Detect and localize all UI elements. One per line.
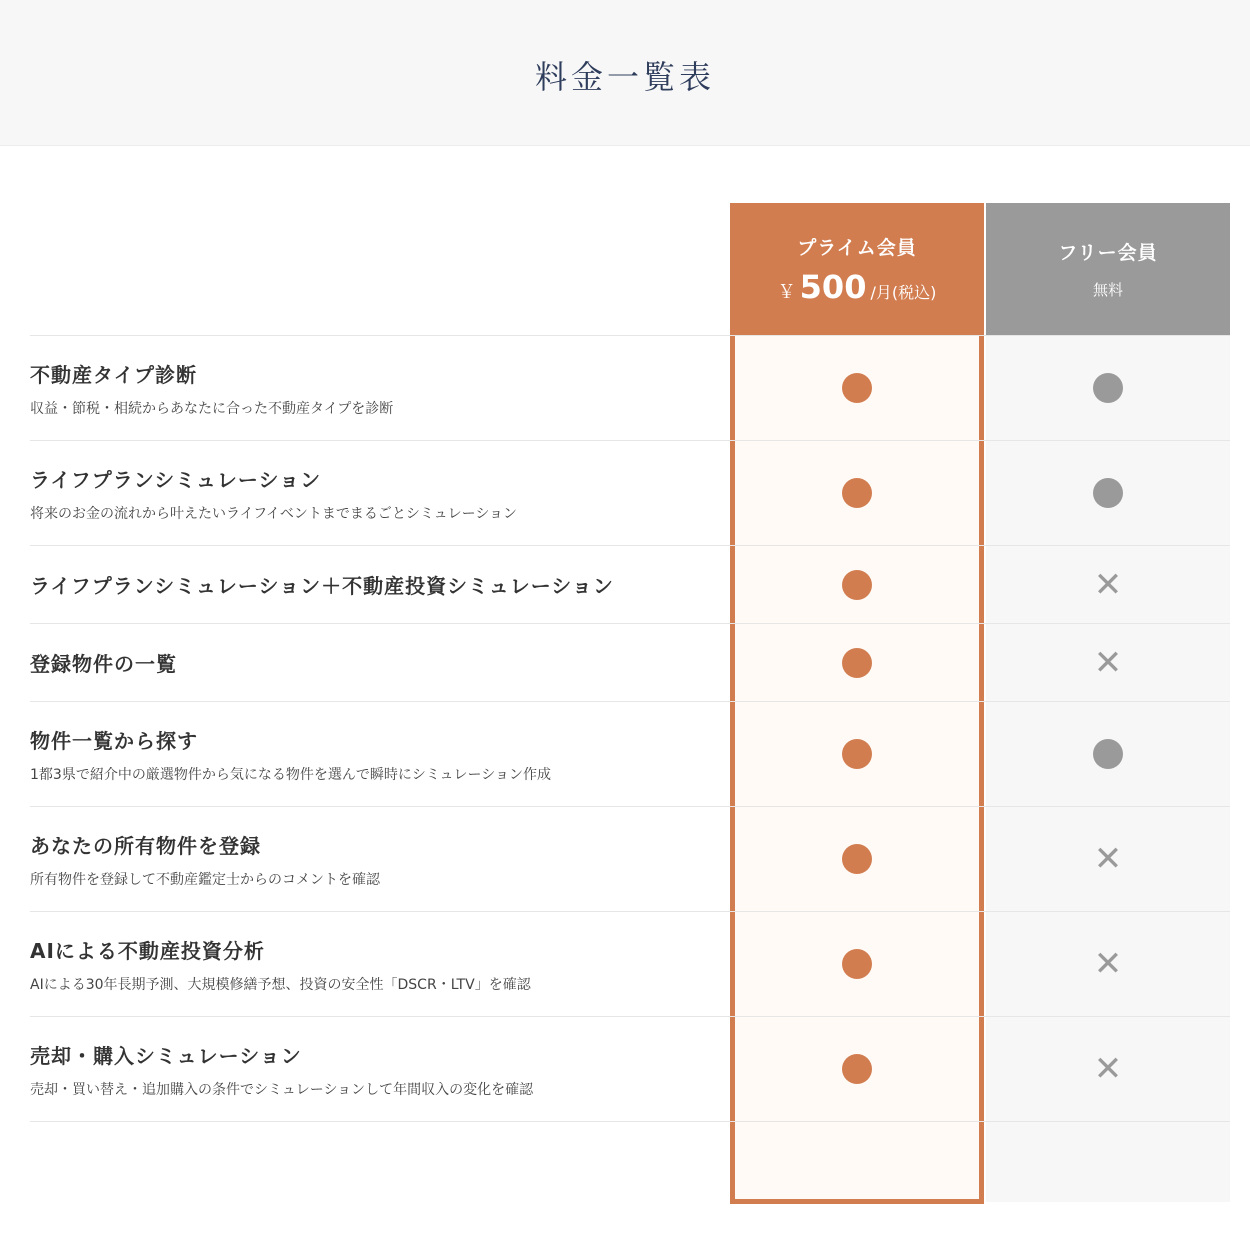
feature-info [30, 830, 730, 889]
page-header [0, 0, 1250, 146]
feature-title: ライフプランシミュレーション [30, 467, 322, 492]
feature-title: 売却・購入シミュレーション [30, 1043, 302, 1068]
feature-row [30, 1017, 1230, 1122]
feature-row [30, 441, 1230, 546]
free-plan-cell [986, 807, 1230, 911]
available-circle-icon [842, 648, 872, 678]
available-circle-icon [842, 844, 872, 874]
prime-plan-cell [730, 441, 984, 545]
available-circle-icon [1093, 373, 1123, 403]
feature-title: あなたの所有物件を登録 [30, 833, 261, 858]
feature-description: AIによる30年長期予測、大規模修繕予想、投資の安全性「DSCR・LTV」を確認 [30, 976, 531, 993]
unavailable-cross-icon: ✕ [1093, 839, 1123, 879]
unavailable-cross-icon: ✕ [1093, 564, 1123, 605]
prime-plan-cell [730, 1017, 984, 1121]
available-circle-icon [842, 570, 872, 600]
feature-row [30, 702, 1230, 807]
prime-plan-header [730, 203, 984, 335]
feature-info [30, 570, 730, 599]
free-plan-price-note: 無料 [1092, 281, 1123, 299]
prime-plan-cell [730, 624, 984, 701]
feature-info [30, 725, 730, 784]
available-circle-icon [842, 739, 872, 769]
feature-info [30, 359, 730, 418]
feature-row [30, 546, 1230, 624]
available-circle-icon [842, 1054, 872, 1084]
feature-title: 物件一覧から探す [30, 728, 198, 753]
feature-info [30, 648, 730, 677]
feature-comparison-table [30, 335, 1230, 1122]
page-title: 料金一覧表 [534, 57, 715, 96]
price-unit: /月(税込) [870, 282, 937, 302]
prime-plan-cell [730, 546, 984, 623]
feature-title: 不動産タイプ診断 [30, 362, 197, 387]
price-currency: ￥ [777, 281, 796, 303]
unavailable-cross-icon: ✕ [1093, 944, 1123, 984]
available-circle-icon [842, 478, 872, 508]
feature-title: 登録物件の一覧 [30, 652, 177, 676]
available-circle-icon [1093, 739, 1123, 769]
free-plan-cell [986, 441, 1230, 545]
prime-plan-cell [730, 336, 984, 440]
feature-description: 1都3県で紹介中の厳選物件から気になる物件を選んで瞬時にシミュレーション作成 [30, 766, 551, 783]
free-plan-cell [986, 1017, 1230, 1121]
feature-row [30, 624, 1230, 702]
price-amount: 500 [799, 267, 867, 306]
feature-description: 売却・買い替え・追加購入の条件でシミュレーションして年間収入の変化を確認 [30, 1081, 534, 1098]
feature-description: 所有物件を登録して不動産鑑定士からのコメントを確認 [30, 871, 380, 888]
feature-title: AIによる不動産投資分析 [30, 938, 265, 963]
free-plan-name: フリー会員 [1058, 242, 1158, 264]
prime-plan-cell [730, 912, 984, 1016]
feature-info [30, 1040, 730, 1099]
feature-row [30, 912, 1230, 1017]
free-plan-cell [986, 912, 1230, 1016]
feature-title: ライフプランシミュレーション＋不動産投資シミュレーション [30, 574, 614, 598]
feature-row [30, 807, 1230, 912]
feature-info [30, 464, 730, 523]
prime-plan-cell [730, 807, 984, 911]
feature-description: 将来のお金の流れから叶えたいライフイベントまでまるごとシミュレーション [30, 505, 518, 522]
prime-plan-name: プライム会員 [797, 236, 917, 259]
unavailable-cross-icon: ✕ [1093, 642, 1123, 683]
feature-row [30, 336, 1230, 441]
free-plan-header [986, 203, 1230, 335]
feature-info [30, 935, 730, 994]
free-plan-cell [986, 702, 1230, 806]
free-plan-cell [986, 546, 1230, 623]
free-plan-cell [986, 624, 1230, 701]
free-plan-cell [986, 336, 1230, 440]
prime-plan-price [778, 268, 937, 306]
feature-description: 収益・節税・相続からあなたに合った不動産タイプを診断 [30, 400, 394, 417]
available-circle-icon [1093, 478, 1123, 508]
unavailable-cross-icon: ✕ [1093, 1049, 1123, 1089]
available-circle-icon [842, 949, 872, 979]
available-circle-icon [842, 373, 872, 403]
prime-plan-cell [730, 702, 984, 806]
